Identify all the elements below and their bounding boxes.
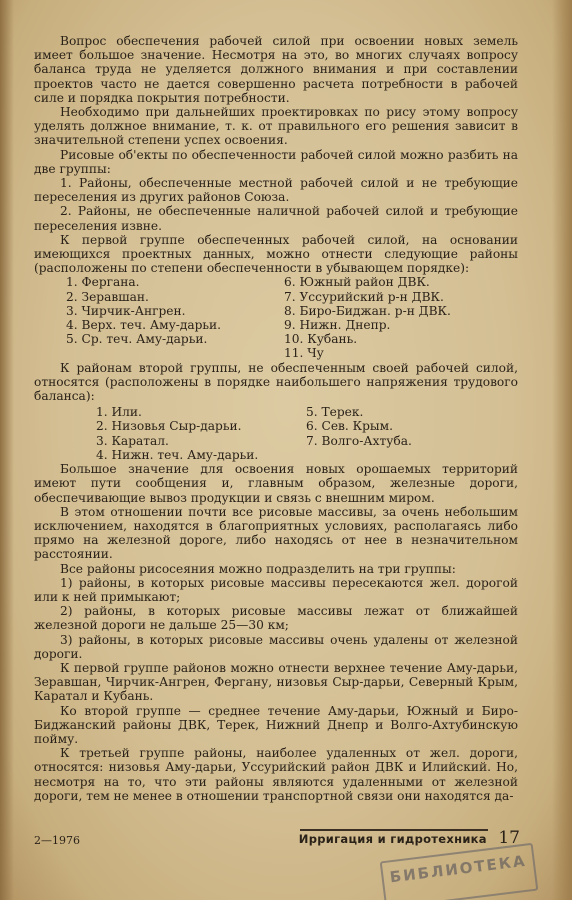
paragraph: 1. Районы, обеспеченные местной рабочей силой и не требующие переселения из других районов Союза. bbox=[34, 176, 518, 205]
library-stamp bbox=[380, 843, 539, 900]
journal-title: Ирригация и гидротехника bbox=[298, 832, 487, 846]
list-item: 9. Нижн. Днепр. bbox=[284, 318, 391, 333]
list-column-right bbox=[284, 275, 504, 360]
paragraph: К первой группе обеспеченных рабочей силой, на основании имеющихся проектных данных, можно отнести следующие районы (расположены по степени обеспеченности в убывающем порядке): bbox=[34, 232, 518, 276]
paragraph: В этом отношении почти все рисовые массивы, за очень небольшим исключением, находятся в благоприятных условиях, располагаясь либо прямо на железной дороге, либо находясь от нее в незначительном расстоянии. bbox=[34, 504, 518, 562]
paragraph: 3) районы, в которых рисовые массивы очень удалены от железной дороги. bbox=[34, 632, 518, 661]
paragraph: Вопрос обеспечения рабочей силой при освоении новых земель имеет большое значение. Несмотря на это, во многих случаях вопросу баланса труда не уделяется должного внимания и при составлении проектов часто не дается совершенно расчета потребности в рабочей силе и порядка покрытия потребности. bbox=[34, 34, 518, 105]
list-item: 5. Терек. bbox=[306, 405, 364, 420]
signature-mark: 2—1976 bbox=[34, 834, 80, 847]
paragraph: Рисовые об'екты по обеспеченности рабочей силой можно разбить на две группы: bbox=[34, 147, 518, 176]
list-item: 8. Биро-Биджан. р-н ДВК. bbox=[284, 303, 451, 318]
paragraph: Необходимо при дальнейших проектировках по рису этому вопросу уделять должное внимание, т. к. от правильного его решения зависит в значительной степени успех освоения. bbox=[34, 105, 518, 148]
second-group-district-list bbox=[96, 405, 518, 462]
list-item: 11. Чу bbox=[284, 346, 324, 361]
paragraph: К первой группе районов можно отнести верхнее течение Аму-дарьи, Зеравшан, Чирчик-Ангрен, Фергану, низовья Сыр-дарьи, Северный Крым, Каратал и Кубань. bbox=[34, 660, 518, 704]
paragraph: 1) районы, в которых рисовые массивы пересекаются жел. дорогой или к ней примыкают; bbox=[34, 575, 518, 604]
list-column-right bbox=[306, 405, 506, 462]
page-number: 17 bbox=[498, 828, 520, 848]
stamp-text: БИБЛИОТЕКА bbox=[388, 851, 528, 887]
article-body bbox=[34, 34, 518, 803]
paragraph: Ко второй группе — среднее течение Аму-дарьи, Южный и Биро-Биджанский районы ДВК, Терек, Нижний Днепр и Волго-Ахтубинскую пойму. bbox=[34, 703, 518, 746]
list-column-left bbox=[66, 275, 284, 360]
list-item: 6. Сев. Крым. bbox=[306, 419, 393, 434]
list-item: 6. Южный район ДВК. bbox=[284, 275, 430, 290]
running-footer bbox=[299, 828, 520, 848]
paragraph: Все районы рисосеяния можно подразделить на три группы: bbox=[60, 561, 456, 576]
list-item: 7. Волго-Ахтуба. bbox=[306, 433, 412, 448]
list-item: 2. Низовья Сыр-дарьи. bbox=[96, 419, 242, 434]
paragraph: 2. Районы, не обеспеченные наличной рабочей силой и требующие переселения извне. bbox=[34, 204, 518, 233]
list-item: 1. Фергана. bbox=[66, 275, 140, 290]
list-item: 7. Уссурийский р-н ДВК. bbox=[284, 289, 444, 304]
paragraph: Большое значение для освоения новых орошаемых территорий имеют пути сообщения и, главным образом, железные дороги, обеспечивающие вывоз продукции и связь с внешним миром. bbox=[34, 462, 518, 505]
paragraph: 2) районы, в которых рисовые массивы лежат от ближайшей железной дороги не дальше 25—30 км; bbox=[34, 604, 518, 633]
paragraph: К третьей группе районы, наиболее удаленных от жел. дороги, относятся: низовья Аму-дарьи, Уссурийский район ДВК и Илийский. Но, несмотря на то, что эти районы являются удаленными от железной дороги, тем не менее в отношении транспортной связи они находятся да- bbox=[34, 746, 518, 803]
list-item: 2. Зеравшан. bbox=[66, 289, 149, 304]
list-item: 4. Нижн. теч. Аму-дарьи. bbox=[96, 447, 259, 462]
list-item: 4. Верх. теч. Аму-дарьи. bbox=[66, 318, 222, 333]
list-item: 3. Чирчик-Ангрен. bbox=[66, 303, 186, 318]
list-item: 5. Ср. теч. Аму-дарьи. bbox=[66, 332, 208, 347]
list-item: 3. Каратал. bbox=[96, 433, 169, 448]
list-item: 1. Или. bbox=[96, 405, 142, 420]
paragraph: К районам второй группы, не обеспеченным своей рабочей силой, относятся (расположены в порядке наибольшего напряжения трудового баланса): bbox=[34, 360, 518, 404]
list-item: 10. Кубань. bbox=[284, 332, 358, 347]
first-group-district-list bbox=[66, 275, 518, 360]
list-column-left bbox=[96, 405, 306, 462]
